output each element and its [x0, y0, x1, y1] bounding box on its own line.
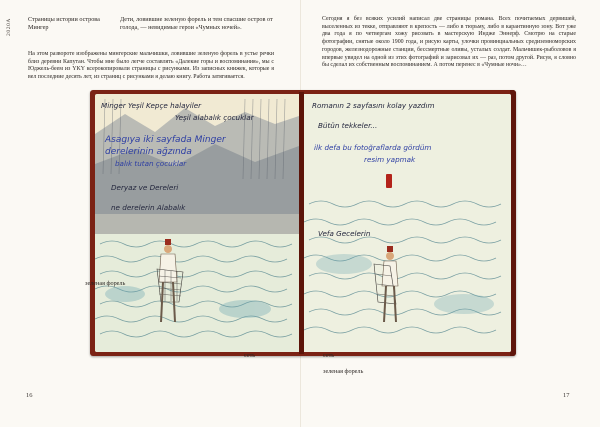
hw-line-7: ne derelerin Alabalık — [111, 203, 186, 212]
hw-right-line-3: ilk defa bu fotoğraflarda gördüm — [314, 143, 432, 152]
hw-right-line-2: Bütün tekkeler... — [318, 121, 378, 130]
hw-line-1: Minger Yeşil Kepçe halayiler — [101, 101, 202, 110]
bookmark-ribbon — [386, 174, 392, 188]
right-body-text: Сегодня я без всяких усилий написал две страницы романа. Всех почитаемых дервишей, выселенных из текке, отправляют в крепость — либо в тюрьму, либо в карантинную зону. Вот уже два года я по четвергам хожу рисовать в мастерскую Индже Эннерф. Смотрю на старые фотографии, снятые около 1900 года, и рисую карты, улочки провинциальных средиземноморских городов, железнодорожные станции, бессмертные оливы, усталых солдат. Мальчишек-рыболовов я впервые увидел на одной из этих фотографий и зарисовал их — раз, потом другой. Рисуя, я словно бы сделал их собственным воспоминанием. А потом перенес в «Чумные ночи»… — [322, 16, 576, 69]
hw-right-line-4: resim yapmak — [364, 155, 416, 164]
hw-line-6: Deryaz ve Dereleri — [111, 183, 179, 192]
folio-right: 17 — [563, 392, 570, 399]
hw-right-line-5: Vefa Gecelerin — [318, 229, 371, 238]
hw-line-3: Asagıya iki sayfada Minger — [105, 135, 226, 145]
label-net-right: сеть — [323, 352, 335, 359]
label-green-trout-left: зеленая форель — [85, 280, 126, 287]
hw-line-5: balık tutan çocuklar — [115, 159, 187, 168]
sketch-page-right — [304, 94, 511, 352]
label-net-left: сеть — [244, 352, 256, 359]
sketchbook — [90, 90, 516, 356]
hw-right-line-1: Romanın 2 sayfasını kolay yazdım — [312, 101, 435, 110]
caption-text: Дети, ловившие зеленую форель и тем спасшие остров от голода, — невидимые герои «Чумных ночей». — [120, 16, 273, 31]
folio-left: 16 — [26, 392, 33, 399]
label-green-trout-right: зеленая форель — [323, 368, 364, 375]
hw-line-2: Yeşil alabalık çocuklar — [175, 113, 254, 122]
hw-line-4: derelerinin ağzında — [105, 147, 192, 157]
left-body-text: На этом развороте изображены мингерские мальчишки, ловившие зеленую форель в устье речки близ деревни Капутан. Чтобы мне было легче составлять «Далекие горы и воспоминания», мы с Юджель-беем из YKY ксерокопировали страницы с рисунками. Из записных книжек, которые я вел последние десять лет, из страниц с рисунками я делаю книгу. Работа затягивается. — [28, 51, 274, 81]
running-head: 2020А — [6, 18, 12, 36]
caption-heading: Страницы истории острова Мингер — [28, 16, 100, 31]
sketch-page-left — [95, 94, 299, 352]
